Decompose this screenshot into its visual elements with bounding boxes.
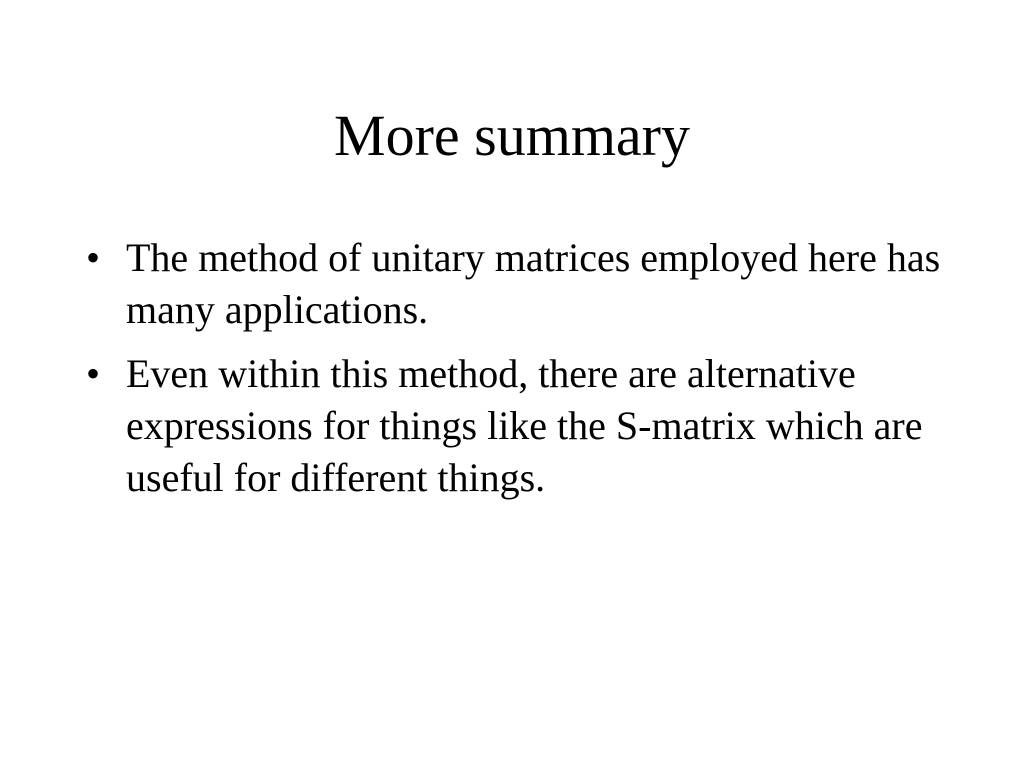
- bullet-text: The method of unitary matrices employed here has many applications.: [126, 235, 941, 332]
- bullet-icon: •: [86, 235, 101, 280]
- slide-title: More summary: [334, 103, 690, 168]
- bullet-list: [86, 232, 956, 516]
- bullet-item: [86, 232, 956, 336]
- bullet-icon: •: [86, 351, 101, 396]
- bullet-text: Even within this method, there are alternative expressions for things like the S-matrix which are useful for different things.: [126, 351, 923, 500]
- bullet-item: [86, 348, 956, 504]
